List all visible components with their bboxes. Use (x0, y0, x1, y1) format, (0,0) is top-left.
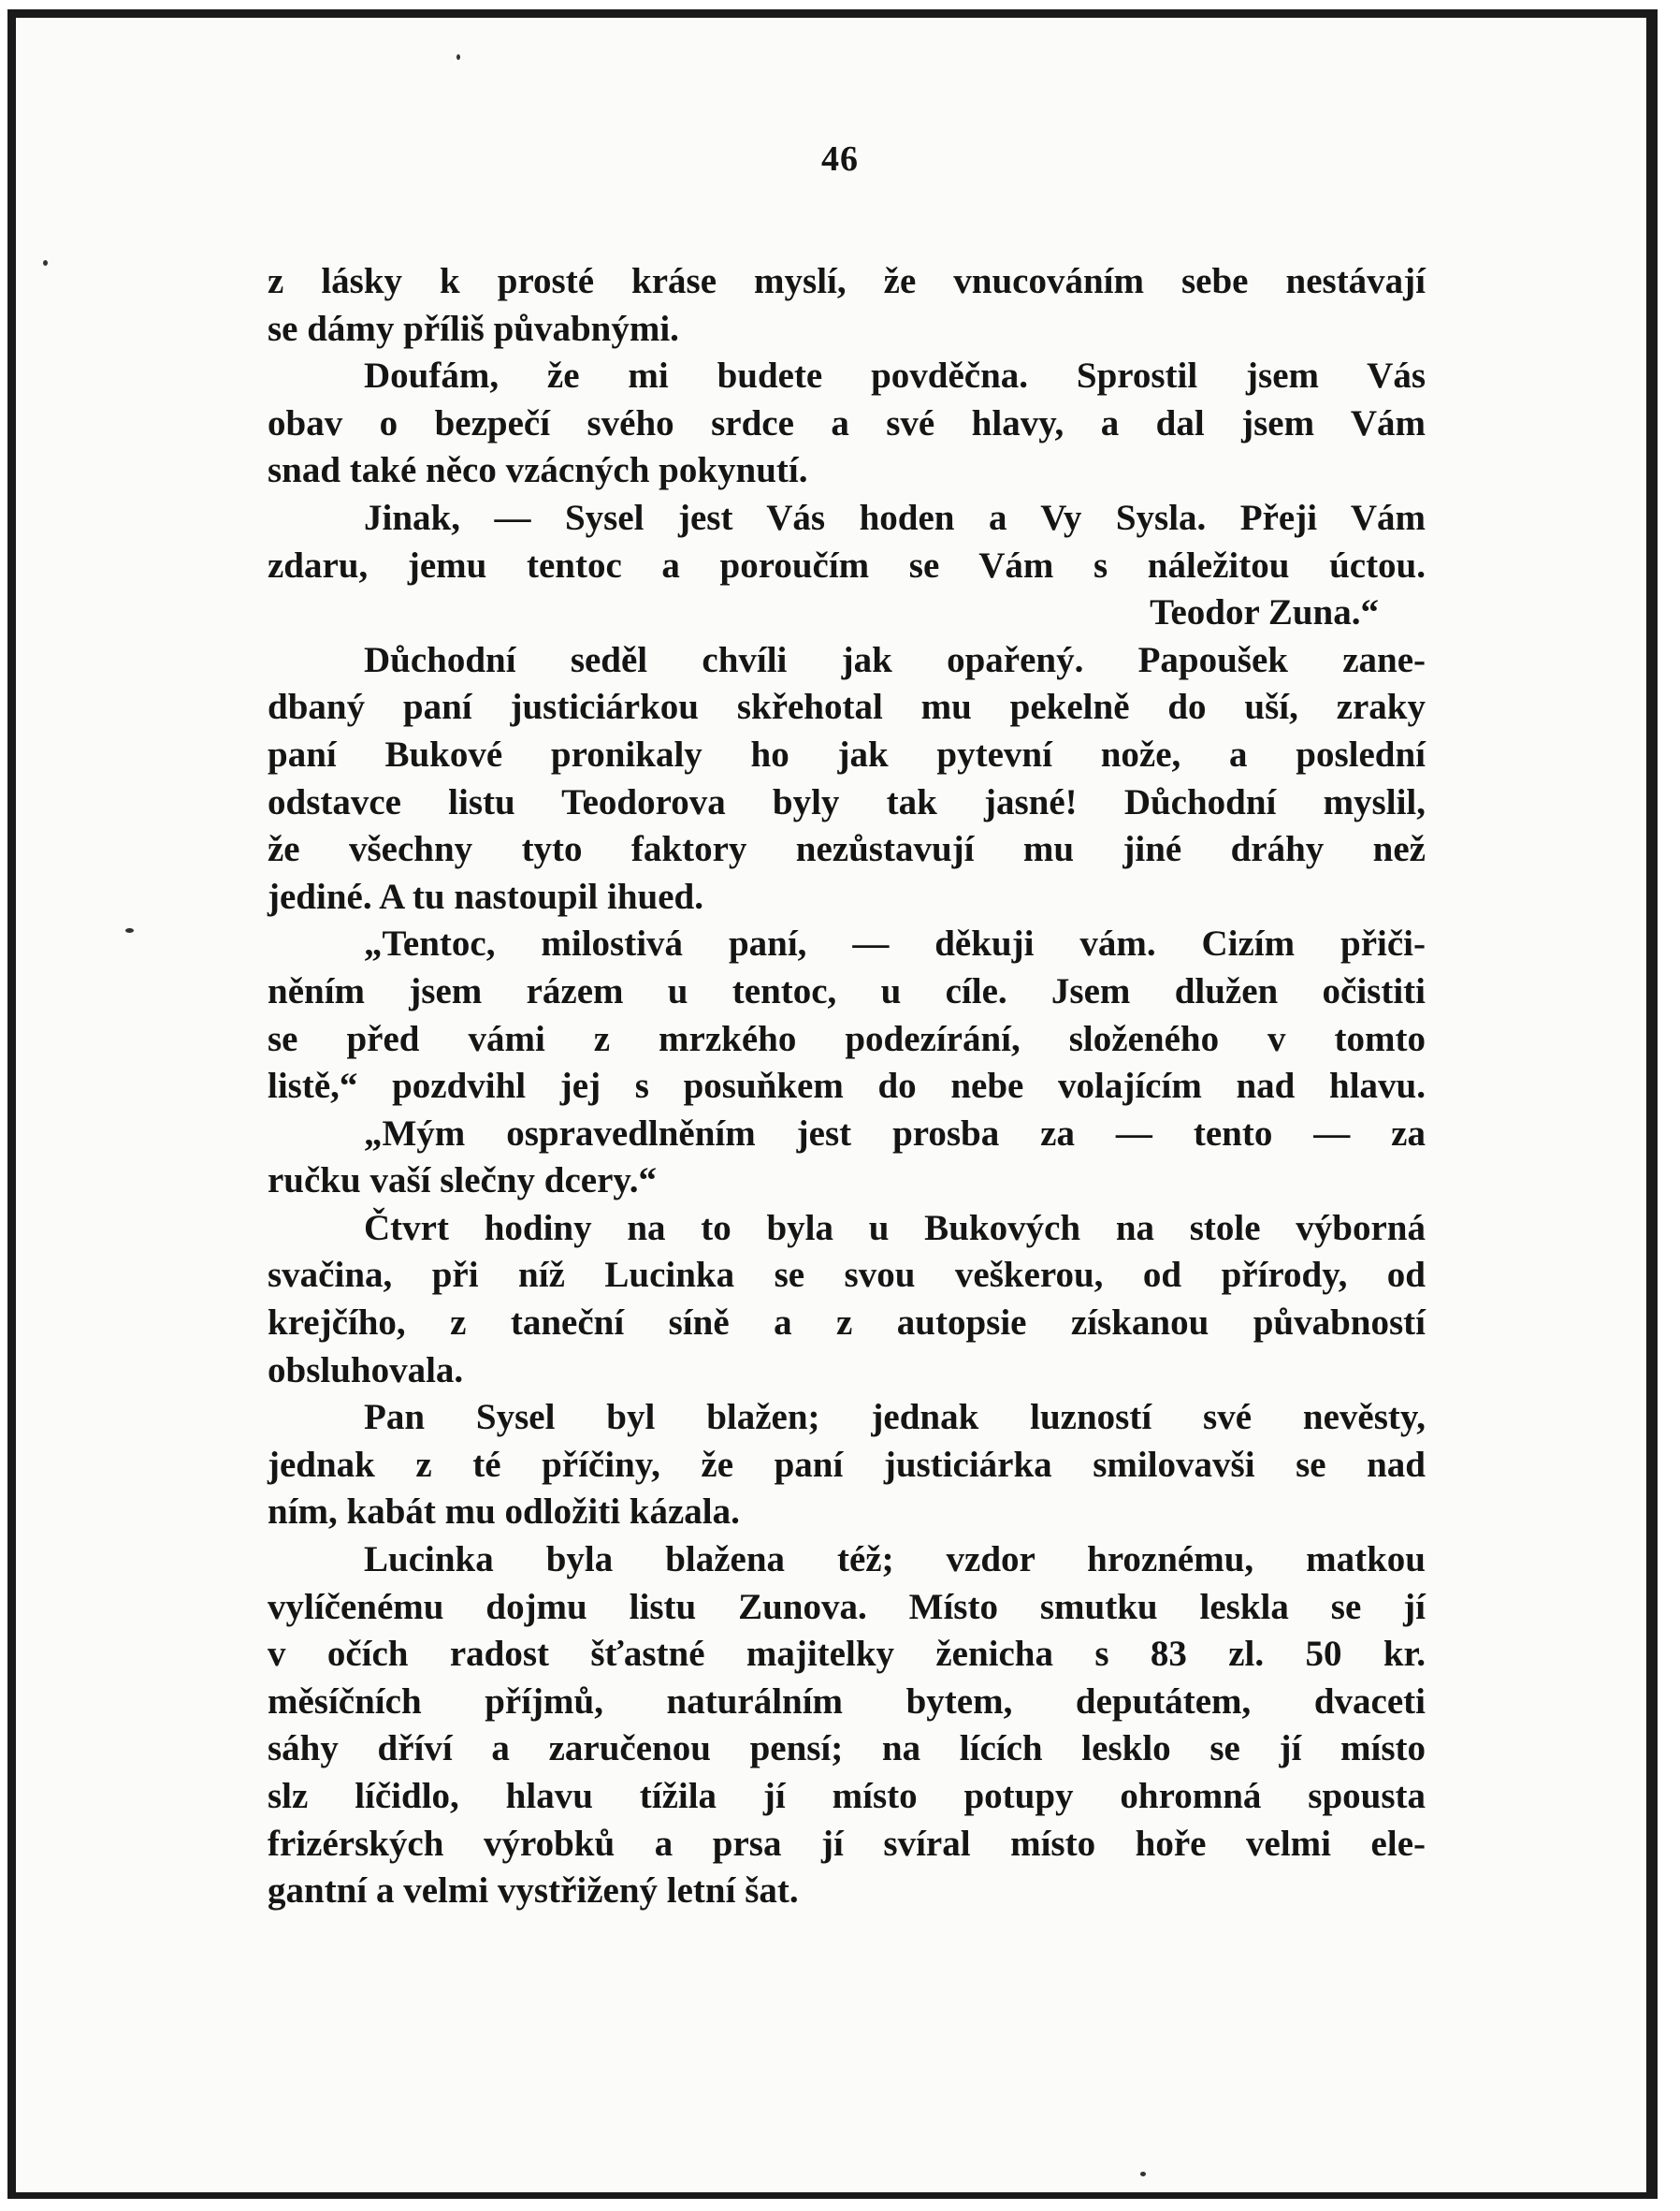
text-line: krejčího, z taneční síně a z autopsie získanou půvabností (268, 1302, 1426, 1344)
text-line: jediné. A tu nastoupil ihued. (268, 876, 703, 917)
text-line: ručku vaší slečny dcery.“ (268, 1160, 657, 1201)
text-line: zdaru, jemu tentoc a poroučím se Vám s náležitou úctou. (268, 545, 1426, 586)
text-line: dbaný paní justiciárkou skřehotal mu pekelně do uší, zraky (268, 687, 1426, 728)
scan-speck (1140, 2172, 1146, 2176)
text-line: frizérských výrobků a prsa jí svíral místo hoře velmi ele- (268, 1823, 1426, 1864)
text-line: Čtvrt hodiny na to byla u Bukových na stole výborná (364, 1207, 1426, 1248)
text-line: slz líčidlo, hlavu tížila jí místo potupy ohromná spousta (268, 1776, 1426, 1816)
scan-speck (125, 928, 134, 933)
text-line: Lucinka byla blažena též; vzdor hroznému, matkou (364, 1539, 1426, 1580)
text-line: že všechny tyto faktory nezůstavují mu jiné dráhy než (268, 829, 1426, 870)
text-line: v očích radost šťastné majitelky ženicha s 83 zl. 50 kr. (268, 1634, 1426, 1675)
text-line: odstavce listu Teodorova byly tak jasné! Důchodní myslil, (268, 781, 1426, 822)
text-line: Pan Sysel byl blažen; jednak luzností své nevěsty, (364, 1397, 1426, 1438)
text-line: „Mým ospravedlněním jest prosba za — tento — za (364, 1113, 1426, 1154)
scan-speck (456, 54, 460, 60)
text-line: svačina, při níž Lucinka se svou veškerou, od přírody, od (268, 1255, 1426, 1296)
text-line: vylíčenému dojmu listu Zunova. Místo smutku leskla se jí (268, 1586, 1426, 1627)
text-line: Doufám, že mi budete povděčna. Sprostil jsem Vás (364, 356, 1426, 397)
text-line: se dámy příliš půvabnými. (268, 308, 679, 349)
text-line: něním jsem rázem u tentoc, u cíle. Jsem dlužen očistiti (268, 970, 1426, 1011)
text-line: gantní a velmi vystřižený letní šat. (268, 1870, 799, 1912)
text-line: se před vámi z mrzkého podezírání, složeného v tomto (268, 1018, 1426, 1059)
text-line: obsluhovala. (268, 1349, 464, 1390)
text-line: z lásky k prosté kráse myslí, že vnucováním sebe nestávají (268, 261, 1426, 301)
text-line: Teodor Zuna.“ (1150, 592, 1379, 633)
text-line: Důchodní seděl chvíli jak opařený. Papoušek zane- (364, 639, 1426, 680)
text-line: snad také něco vzácných pokynutí. (268, 450, 808, 491)
text-line: jednak z té příčiny, že paní justiciárka smilovavši se nad (268, 1444, 1426, 1485)
scan-speck (43, 260, 48, 266)
text-line: sáhy dříví a zaručenou pensí; na lících lesklo se jí místo (268, 1728, 1426, 1769)
text-line: obav o bezpečí svého srdce a své hlavy, a dal jsem Vám (268, 402, 1426, 444)
body-text (268, 258, 1426, 1915)
text-line: Jinak, — Sysel jest Vás hoden a Vy Sysla. Přeji Vám (364, 497, 1426, 538)
text-line: měsíčních příjmů, naturálním bytem, deputátem, dvaceti (268, 1680, 1426, 1722)
text-line: paní Bukové pronikaly ho jak pytevní nože, a poslední (268, 734, 1426, 775)
text-line: ním, kabát mu odložiti kázala. (268, 1491, 740, 1533)
page-number: 46 (821, 139, 859, 179)
text-line: listě,“ pozdvihl jej s posuňkem do nebe volajícím nad hlavu. (268, 1066, 1426, 1107)
text-line: „Tentoc, milostivá paní, — děkuji vám. Cizím přiči- (364, 924, 1426, 965)
